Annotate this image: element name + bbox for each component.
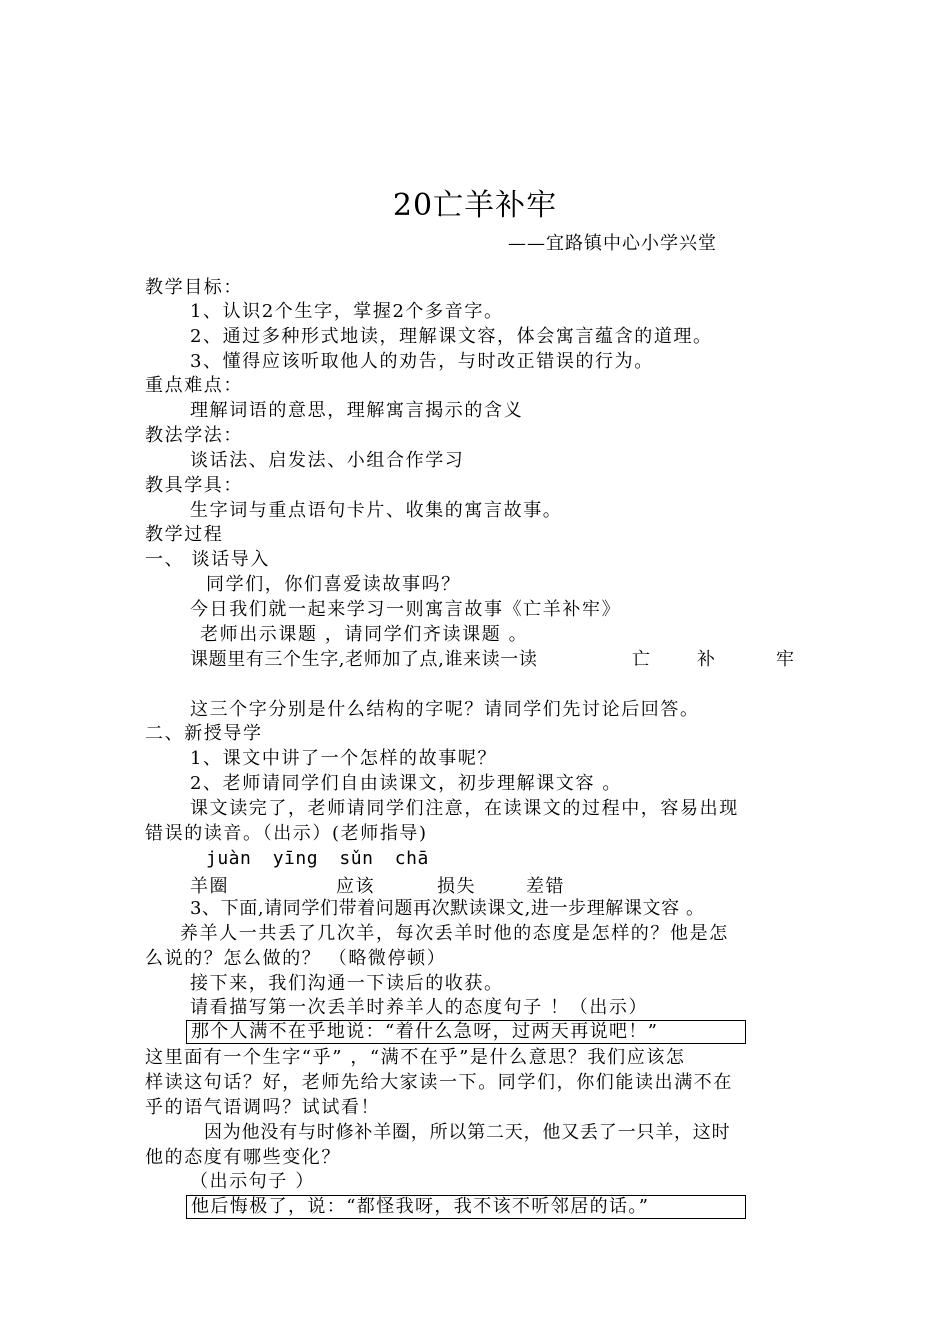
part1-line-4: 课题里有三个生字,老师加了点,谁来读一读 bbox=[190, 649, 538, 670]
word-sunshi: 损失 bbox=[437, 876, 476, 897]
focus-text: 理解词语的意思，理解寓言揭示的含义 bbox=[190, 400, 524, 421]
goal-1: 1、认识2个生字，掌握2个多音字。 bbox=[190, 301, 504, 322]
pinyin-sun: sǔn bbox=[339, 848, 374, 869]
part2-line-8: 接下来，我们沟通一下读后的收获。 bbox=[190, 973, 504, 994]
pinyin-cha: chā bbox=[394, 848, 429, 869]
part2-line-1: 1、课文中讲了一个怎样的故事呢？ bbox=[190, 748, 498, 769]
part2-line-2: 2、老师请同学们自由读课文，初步理解课文容 。 bbox=[190, 773, 622, 794]
part2-line-5: 3、下面,请同学们带着问题再次默读课文,进一步理解课文容 。 bbox=[190, 898, 705, 919]
part1-line-2: 今日我们就一起来学习一则寓言故事《亡羊补牢》 bbox=[190, 599, 622, 620]
part2-line-6: 养羊人一共丢了几次羊，每次丢羊时他的态度是怎样的？他是怎 bbox=[180, 923, 729, 944]
part1-line-1: 同学们，你们喜爱读故事吗？ bbox=[206, 574, 461, 595]
char-lao: 牢 bbox=[776, 649, 796, 670]
part2-line-10: 这里面有一个生字“乎” ，“满不在乎”是什么意思？我们应该怎 bbox=[145, 1047, 686, 1068]
goal-3: 3、懂得应该听取他人的劝告，与时改正错误的行为。 bbox=[190, 351, 654, 372]
part2-line-15: （出示句子 ） bbox=[190, 1171, 315, 1192]
part1-line-3: 老师出示课题 ，请同学们齐读课题 。 bbox=[200, 624, 529, 645]
pinyin-ying: yīng bbox=[272, 848, 319, 869]
part2-line-7: 么说的？怎么做的？ （略微停顿） bbox=[145, 948, 447, 969]
goal-2: 2、通过多种形式地读，理解课文容，体会寓言蕴含的道理。 bbox=[190, 326, 713, 347]
part2-line-12: 乎的语气语调吗？试试看！ bbox=[145, 1097, 381, 1118]
goals-heading: 教学目标： bbox=[145, 277, 243, 298]
pinyin-row bbox=[206, 848, 439, 869]
part2-line-3: 课文读完了，老师请同学们注意，在读课文的过程中，容易出现 bbox=[190, 798, 739, 819]
tools-text: 生字词与重点语句卡片、收集的寓言故事。 bbox=[190, 500, 563, 521]
char-wang: 亡 bbox=[632, 649, 652, 670]
part2-line-4: 错误的读音。（出示）(老师指导) bbox=[145, 823, 428, 844]
focus-heading: 重点难点： bbox=[145, 375, 243, 396]
part2-line-9: 请看描写第一次丢羊时养羊人的态度句子 ！（出示） bbox=[190, 997, 649, 1018]
word-yinggai: 应该 bbox=[336, 876, 375, 897]
word-chacuo: 差错 bbox=[526, 876, 565, 897]
word-yangjuan: 羊圈 bbox=[190, 876, 229, 897]
part2-line-14: 他的态度有哪些变化？ bbox=[145, 1147, 341, 1168]
part2-line-13: 因为他没有与时修补羊圈，所以第二天，他又丢了一只羊，这时 bbox=[204, 1122, 731, 1143]
process-heading: 教学过程 bbox=[145, 524, 224, 545]
part1-heading: 一、 谈话导入 bbox=[145, 549, 270, 570]
method-text: 谈话法、启发法、小组合作学习 bbox=[190, 450, 465, 471]
pinyin-juan: juàn bbox=[206, 848, 252, 869]
method-heading: 教法学法： bbox=[145, 425, 243, 446]
part2-line-11: 样读这句话？好，老师先给大家读一下。同学们，你们能读出满不在 bbox=[145, 1072, 733, 1093]
char-bu: 补 bbox=[697, 649, 717, 670]
part2-heading: 二、新授导学 bbox=[145, 723, 263, 744]
quote-box-2: 他后悔极了，说：“都怪我呀，我不该不听邻居的话。” bbox=[186, 1195, 746, 1219]
author-line: ——宜路镇中心小学兴堂 bbox=[508, 233, 717, 254]
tools-heading: 教具学具： bbox=[145, 475, 243, 496]
page-title: 20亡羊补牢 bbox=[392, 188, 558, 223]
quote-box-1: 那个人满不在乎地说：“着什么急呀，过两天再说吧！” bbox=[186, 1020, 746, 1044]
part1-line-5: 这三个字分别是什么结构的字呢？请同学们先讨论后回答。 bbox=[190, 699, 700, 720]
